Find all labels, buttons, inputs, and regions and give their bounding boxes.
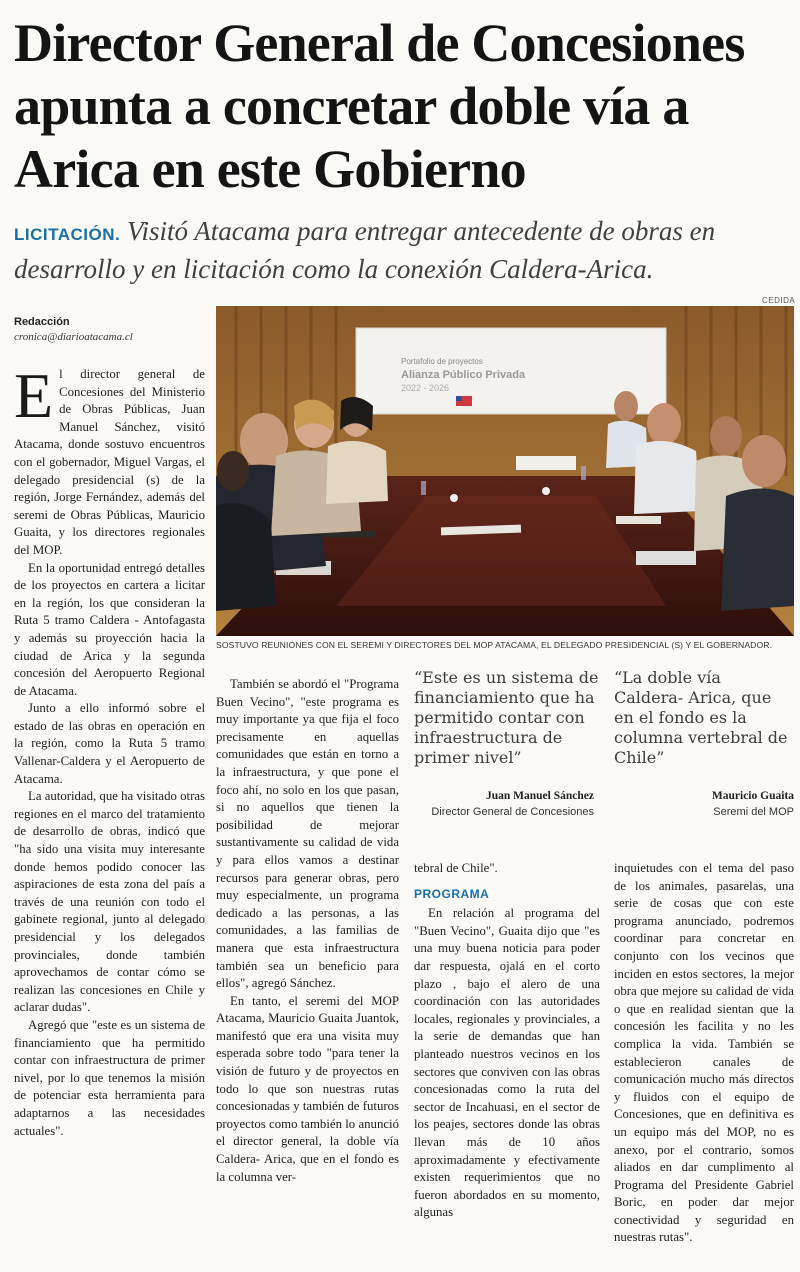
article-column-3	[414, 860, 600, 1222]
screen-subtitle: Portafolio de proyectos	[401, 357, 483, 366]
article-paragraph: También se abordó el "Programa Buen Vecino", "este programa es muy importante ya que fija el foco precisamente en aquellas comunidades que están en torno a la infraestructura, y que pone el foco ahí, no solo en los que pasan, si no aquellos que tienen la posibilidad de mejorar sustantivamente su calidad de vida y para ellos vamos a destinar recursos para generar obras, pero muy especialmente, un programa dedicado a las personas, a las comunidades, a las familias de manera que esta infraestructura también sea un beneficio para ellos", agregó Sánchez.	[216, 677, 399, 991]
article-paragraph: inquietudes con el tema del paso de los animales, pasarelas, una serie de cosas que con este programa anunciado, podremos coordinar para concretar en conjunto con los vecinos que inciden en estos sectores, la mejor obra que mejore su calidad de vida o que en realidad sientan que la concesión les facilita y no les complica la vida. También se establecieron canales de comunicación mucho más directos y fluidos con el equipo de Concesiones, que en definitiva es un equipo más del MOP, no es anexo, por el contrario, somos aliados en dar cumplimento al Programa del Presidente Gabriel Boric, en poder dar mejor conectividad y seguridad en nuestras rutas".	[614, 861, 794, 1245]
meeting-photo-illustration	[216, 306, 794, 636]
pull-quote-2-role: Seremi del MOP	[713, 806, 794, 818]
headline: Director General de Concesiones apunta a concretar doble vía a Arica en este Gobierno	[14, 13, 745, 199]
screen-title: Alianza Público Privada	[401, 369, 526, 381]
article-paragraph: Junto a ello informó sobre el estado de las obras en operación en la región, como la Ruta 5 tramo Vallenar-Caldera y el Aeropuerto de Atacama.	[14, 701, 205, 786]
pull-quote-2-author: Mauricio Guaita	[711, 790, 794, 802]
article-paragraph: En tanto, el seremi del MOP Atacama, Mauricio Guaita Juantok, manifestó que era una visita muy esperada sobre todo "para tener la visión de futuro y de proyectos en todo lo que son nuestras rutas concesionadas y también de futuros proyectos como también lo anunció el director general, la doble vía Caldera- Arica, que en el fondo es la columna ver-	[216, 993, 399, 1184]
byline	[14, 316, 204, 343]
article-paragraph: Agregó que "este es un sistema de financiamiento que ha permitido contar con infraestructura de primer nivel, por lo que tenemos la misión de potenciar esta herramienta para adaptarnos a las necesidades actuales".	[14, 1017, 205, 1138]
screen-years: 2022 - 2026	[401, 383, 450, 393]
lead-text: Visitó Atacama para entregar antecedente de obras en desarrollo y en licitación como la conexión Caldera-Arica.	[14, 216, 716, 284]
article-column-2	[216, 676, 399, 1186]
meeting-photo	[216, 306, 794, 636]
dropcap: E	[14, 360, 54, 431]
article-paragraph: El director general de Concesiones del Ministerio de Obras Públicas, Juan Manuel Sánchez, visitó Atacama, donde sostuvo encuentros con el gobernador, Miguel Vargas, el delegado presidencial (s) de la región, Jorge Fernández, además del seremi de Obras Públicas, Mauricio Guaita, y los directores regionales del MOP.	[14, 360, 205, 557]
article-paragraph: La autoridad, que ha visitado otras regiones en el marco del tratamiento de desarrollo de obras, indicó que "ha sido una visita muy interesante donde hemos podido conocer las aspiraciones de esta zona del país a través de una reunión con todo el gabinete regional, junto al delegado presidencial y los delegados provinciales, donde también aprovechamos de contar cómo se realizan las concesiones en Chile y aclarar dudas".	[14, 789, 205, 1015]
byline-email: cronica@diarioatacama.cl	[14, 331, 133, 343]
article-column-4	[614, 860, 794, 1247]
section-heading: PROGRAMA	[414, 886, 490, 901]
article-column-1	[14, 360, 205, 1140]
photo-caption: SOSTUVO REUNIONES CON EL SEREMI Y DIRECTORES DEL MOP ATACAMA, EL DELEGADO PRESIDENCIAL (S) Y EL GOBERNADOR.	[216, 640, 773, 650]
photo-credit: CEDIDA	[762, 296, 796, 305]
lead-paragraph	[14, 214, 794, 286]
pull-quote-2: “La doble vía Caldera- Arica, que en el fondo es la columna vertebral de Chile”	[614, 668, 788, 767]
pull-quote-1-role: Director General de Concesiones	[431, 806, 594, 818]
lead-kicker: LICITACIÓN.	[14, 225, 121, 244]
pull-quote-1-author: Juan Manuel Sánchez	[486, 790, 594, 802]
article-paragraph: En relación al programa del "Buen Vecino", Guaita dijo que "es una muy buena noticia para poder dar respuesta, ojalá en el corto plazo , bajo el alero de una coordinación con las autoridades locales, regionales y provinciales, a la serie de demandas que han planteado nuestros vecinos en los sectores que conviven con las obras concesionadas como la ruta del sector de Incahuasi, en el sector de los peajes, sectores donde las obras llevan más de 10 años aproximadamente y efectivamente existen requerimientos que no fueron abordados en su momento, algunas	[414, 906, 600, 1220]
article-paragraph: En la oportunidad entregó detalles de los proyectos en cartera a licitar en la región, los que consideran la Ruta 5 tramo Caldera - Antofagasta y además su proyección hacia la ciudad de Arica y la segunda concesión del Aeropuerto Regional de Atacama.	[14, 560, 205, 698]
article-continuation: tebral de Chile".	[414, 861, 498, 875]
pull-quote-1: “Este es un sistema de financiamiento que ha permitido contar con infraestructura de primer nivel”	[414, 668, 599, 767]
byline-author: Redacción	[14, 316, 70, 328]
